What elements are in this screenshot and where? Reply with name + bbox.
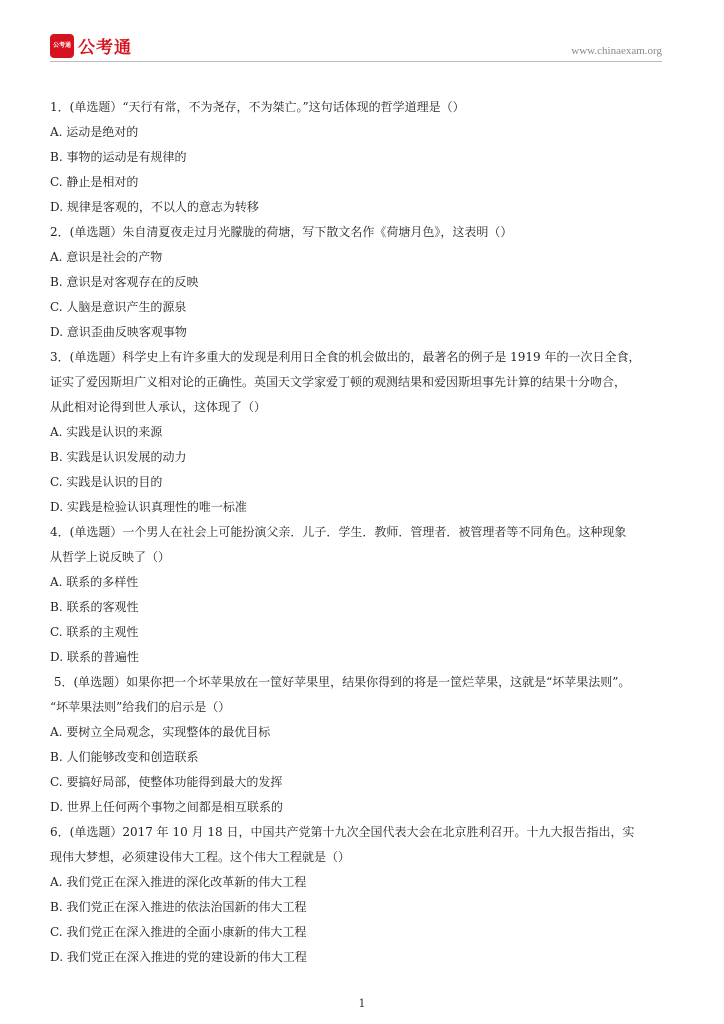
question-stem-line: 6．(单选题）2017 年 10 月 18 日，中国共产党第十九次全国代表大会在北京胜利召开。十九大报告指出，实 [50,825,635,839]
question-6 [50,820,670,970]
answer-option: A. 实践是认识的来源 [50,425,163,439]
question-5 [50,670,670,820]
answer-option: D. 我们党正在深入推进的党的建设新的伟大工程 [50,950,307,964]
answer-option: D. 规律是客观的，不以人的意志为转移 [50,200,259,214]
logo [50,33,132,58]
answer-option: B. 实践是认识发展的动力 [50,450,187,464]
question-1 [50,95,670,220]
answer-option: A. 联系的多样性 [50,575,139,589]
question-4 [50,520,670,670]
answer-option: D. 实践是检验认识真理性的唯一标准 [50,500,247,514]
logo-text: 公考通 [78,38,132,58]
answer-option: C. 静止是相对的 [50,175,139,189]
page-header [50,33,662,61]
question-stem-line: “坏苹果法则”给我们的启示是（） [50,700,231,714]
answer-option: D. 联系的普遍性 [50,650,139,664]
answer-option: B. 事物的运动是有规律的 [50,150,187,164]
question-stem-line: 2．(单选题）朱自清夏夜走过月光朦胧的荷塘，写下散文名作《荷塘月色》，这表明（） [50,225,513,239]
answer-option: B. 我们党正在深入推进的依法治国新的伟大工程 [50,900,307,914]
question-stem-line: 证实了爱因斯坦广义相对论的正确性。英国天文学家爱丁顿的观测结果和爱因斯坦事先计算的结果十分吻合， [50,375,627,389]
question-stem-line: 5．(单选题）如果你把一个坏苹果放在一筐好苹果里，结果你得到的将是一筐烂苹果，这就是“坏苹果法则”。 [50,675,631,689]
question-stem-line: 现伟大梦想，必须建设伟大工程。这个伟大工程就是（） [50,850,351,864]
site-url: www.chinaexam.org [571,45,662,57]
question-stem-line: 从此相对论得到世人承认，这体现了（） [50,400,267,414]
answer-option: A. 我们党正在深入推进的深化改革新的伟大工程 [50,875,307,889]
answer-option: B. 意识是对客观存在的反映 [50,275,199,289]
answer-option: A. 运动是绝对的 [50,125,139,139]
question-stem-line: 从哲学上说反映了（） [50,550,171,564]
answer-option: C. 人脑是意识产生的源泉 [50,300,187,314]
question-3 [50,345,670,520]
answer-option: D. 意识歪曲反映客观事物 [50,325,187,339]
answer-option: B. 联系的客观性 [50,600,139,614]
header-divider [50,61,662,62]
question-stem-line: 1．(单选题）“天行有常，不为尧存，不为桀亡。”这句话体现的哲学道理是（） [50,100,465,114]
answer-option: C. 实践是认识的目的 [50,475,163,489]
answer-option: C. 联系的主观性 [50,625,139,639]
logo-badge-icon: 公考通 [50,34,74,58]
question-list [50,95,670,970]
answer-option: D. 世界上任何两个事物之间都是相互联系的 [50,800,283,814]
answer-option: A. 要树立全局观念，实现整体的最优目标 [50,725,271,739]
answer-option: A. 意识是社会的产物 [50,250,163,264]
answer-option: C. 我们党正在深入推进的全面小康新的伟大工程 [50,925,307,939]
answer-option: B. 人们能够改变和创造联系 [50,750,199,764]
question-stem-line: 4．(单选题）一个男人在社会上可能扮演父亲．儿子．学生．教师．管理者．被管理者等不同角色。这种现象 [50,525,627,539]
answer-option: C. 要搞好局部，使整体功能得到最大的发挥 [50,775,283,789]
question-2 [50,220,670,345]
page-number: 1 [358,997,366,1010]
question-stem-line: 3．(单选题）科学史上有许多重大的发现是利用日全食的机会做出的，最著名的例子是 1919 年的一次日全食， [50,350,641,364]
